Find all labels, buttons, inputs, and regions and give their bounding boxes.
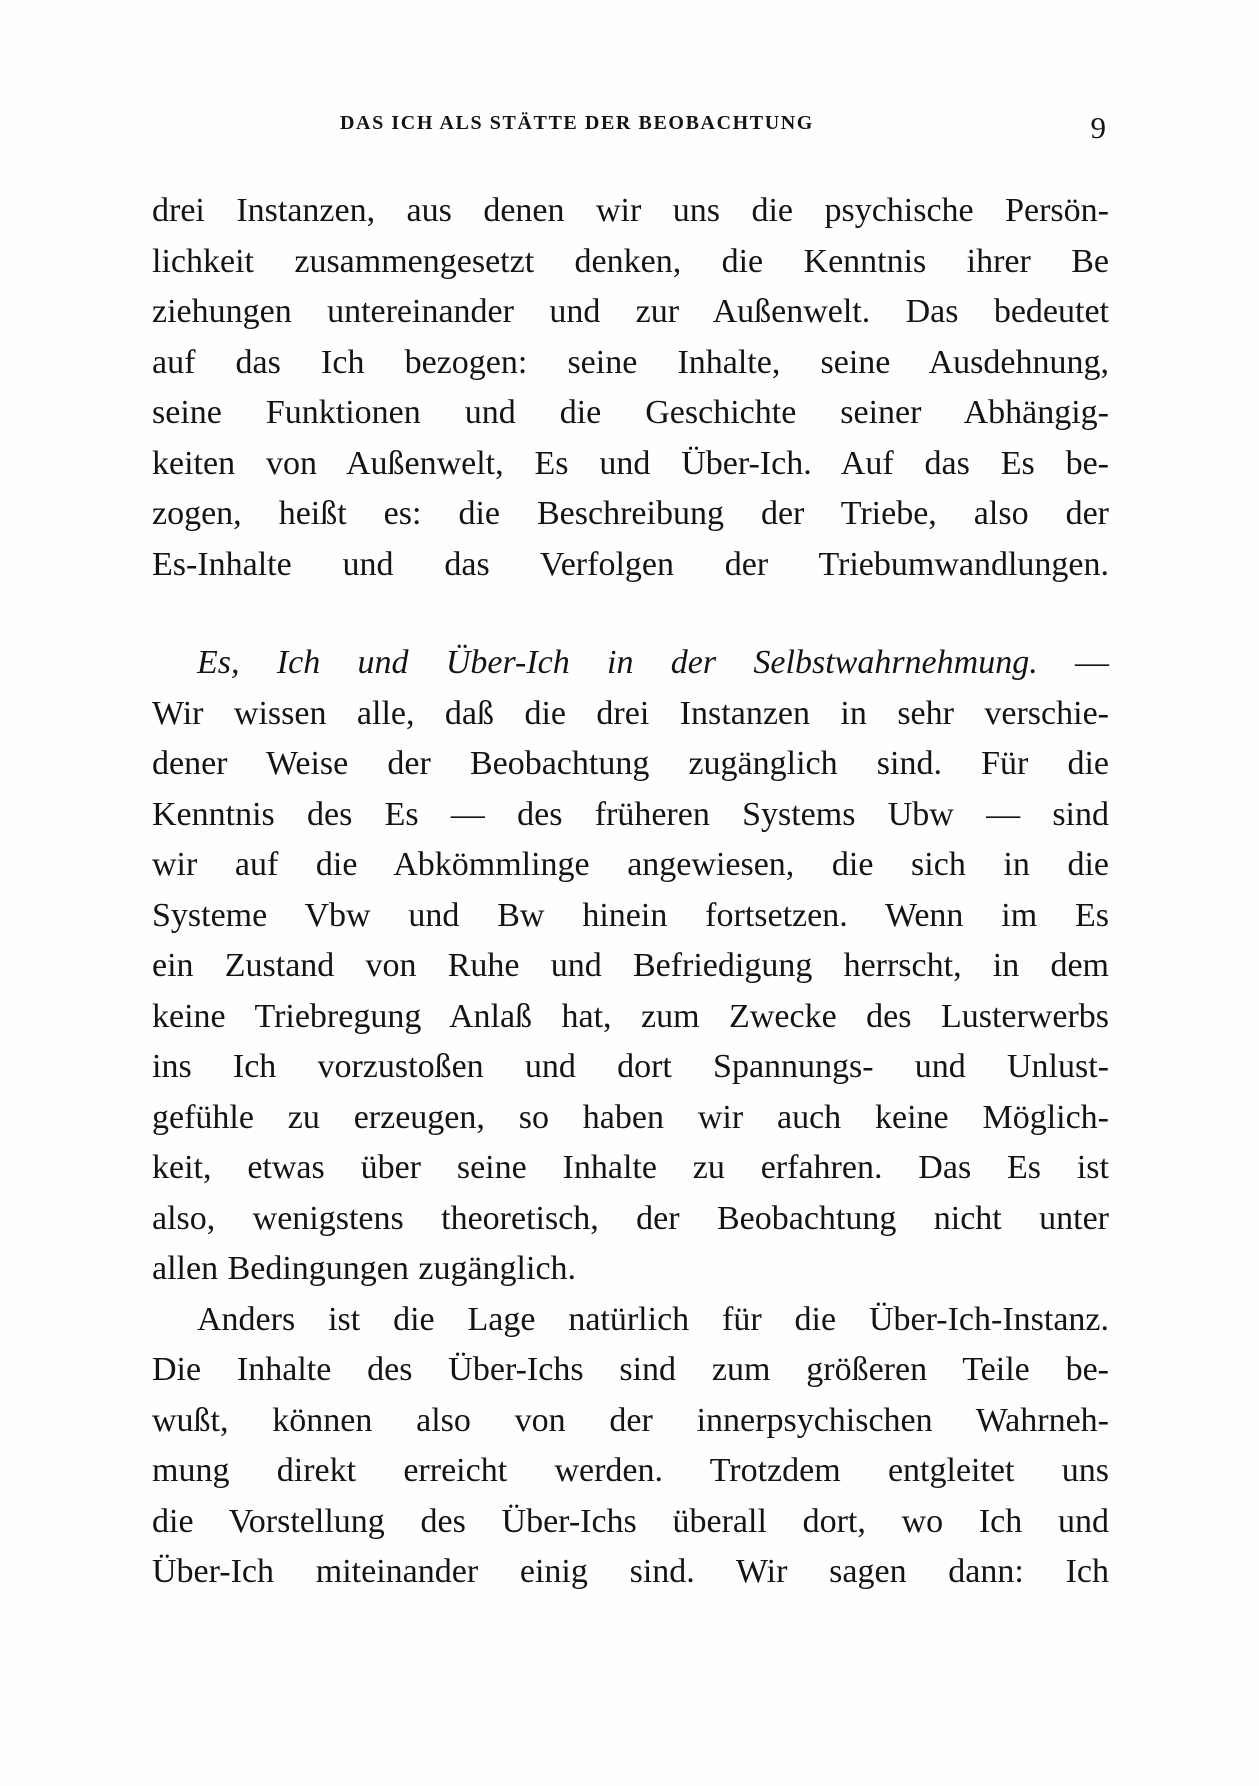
section-heading-line [152,638,1109,689]
running-head [150,108,1110,148]
text-line: lichkeit zusammengesetzt denken, die Kenntnis ihrer Be [152,242,1109,280]
page-number: 9 [1090,110,1106,145]
body-text [152,186,1109,1598]
text-line: wir auf die Abkömmlinge angewiesen, die sich in die [152,846,1109,883]
text-line: wußt, können also von der innerpsychischen Wahrneh- [152,1401,1109,1439]
section-gap [152,590,1109,638]
text-line: Wir wissen alle, daß die drei Instanzen in sehr verschie- [152,694,1109,732]
text-line: auf das Ich bezogen: seine Inhalte, seine Ausdehnung, [152,343,1109,381]
text-line: dener Weise der Beobachtung zugänglich sind. Für die [152,745,1109,782]
text-line: keit, etwas über seine Inhalte zu erfahren. Das Es ist [152,1149,1109,1186]
running-title: DAS ICH ALS STÄTTE DER BEOBACHTUNG [340,112,814,134]
text-line: Es-Inhalte und das Verfolgen der Triebumwandlungen. [152,545,1109,583]
text-line: ein Zustand von Ruhe und Befriedigung herrscht, in dem [152,947,1109,984]
text-line: zogen, heißt es: die Beschreibung der Triebe, also der [152,495,1109,532]
text-line: Kenntnis des Es — des früheren Systems Ubw — sind [152,795,1109,833]
text-line: keine Triebregung Anlaß hat, zum Zwecke des Lusterwerbs [152,997,1109,1035]
text-line: mung direkt erreicht werden. Trotzdem entgleitet uns [152,1452,1109,1489]
text-line: ins Ich vorzustoßen und dort Spannungs- und Unlust- [152,1048,1109,1085]
text-line: Die Inhalte des Über-Ichs sind zum größeren Teile be- [152,1351,1109,1388]
text-line: ziehungen untereinander und zur Außenwelt. Das bedeutet [152,293,1109,330]
text-line: seine Funktionen und die Geschichte seiner Abhängig- [152,394,1109,431]
text-line: keiten von Außenwelt, Es und Über-Ich. Auf das Es be- [152,444,1109,482]
em-dash: — [1075,644,1110,681]
section-heading: Es, Ich und Über-Ich in der Selbstwahrnehmung. [197,644,1038,681]
text-line: Systeme Vbw und Bw hinein fortsetzen. Wenn im Es [152,896,1109,934]
text-line: allen Bedingungen zugänglich. [152,1250,577,1287]
section-heading-paragraph [152,638,1109,1295]
text-line: Über-Ich miteinander einig sind. Wir sagen dann: Ich [152,1553,1109,1590]
text-line: also, wenigstens theoretisch, der Beobachtung nicht unter [152,1199,1109,1237]
text-line: gefühle zu erzeugen, so haben wir auch keine Möglich- [152,1098,1109,1136]
paragraph-3 [152,1295,1109,1598]
text-line: drei Instanzen, aus denen wir uns die psychische Persön- [152,192,1109,229]
text-line: die Vorstellung des Über-Ichs überall dort, wo Ich und [152,1502,1109,1540]
text-line: Anders ist die Lage natürlich für die Über-Ich-Instanz. [197,1300,1109,1338]
paragraph-1 [152,186,1109,590]
